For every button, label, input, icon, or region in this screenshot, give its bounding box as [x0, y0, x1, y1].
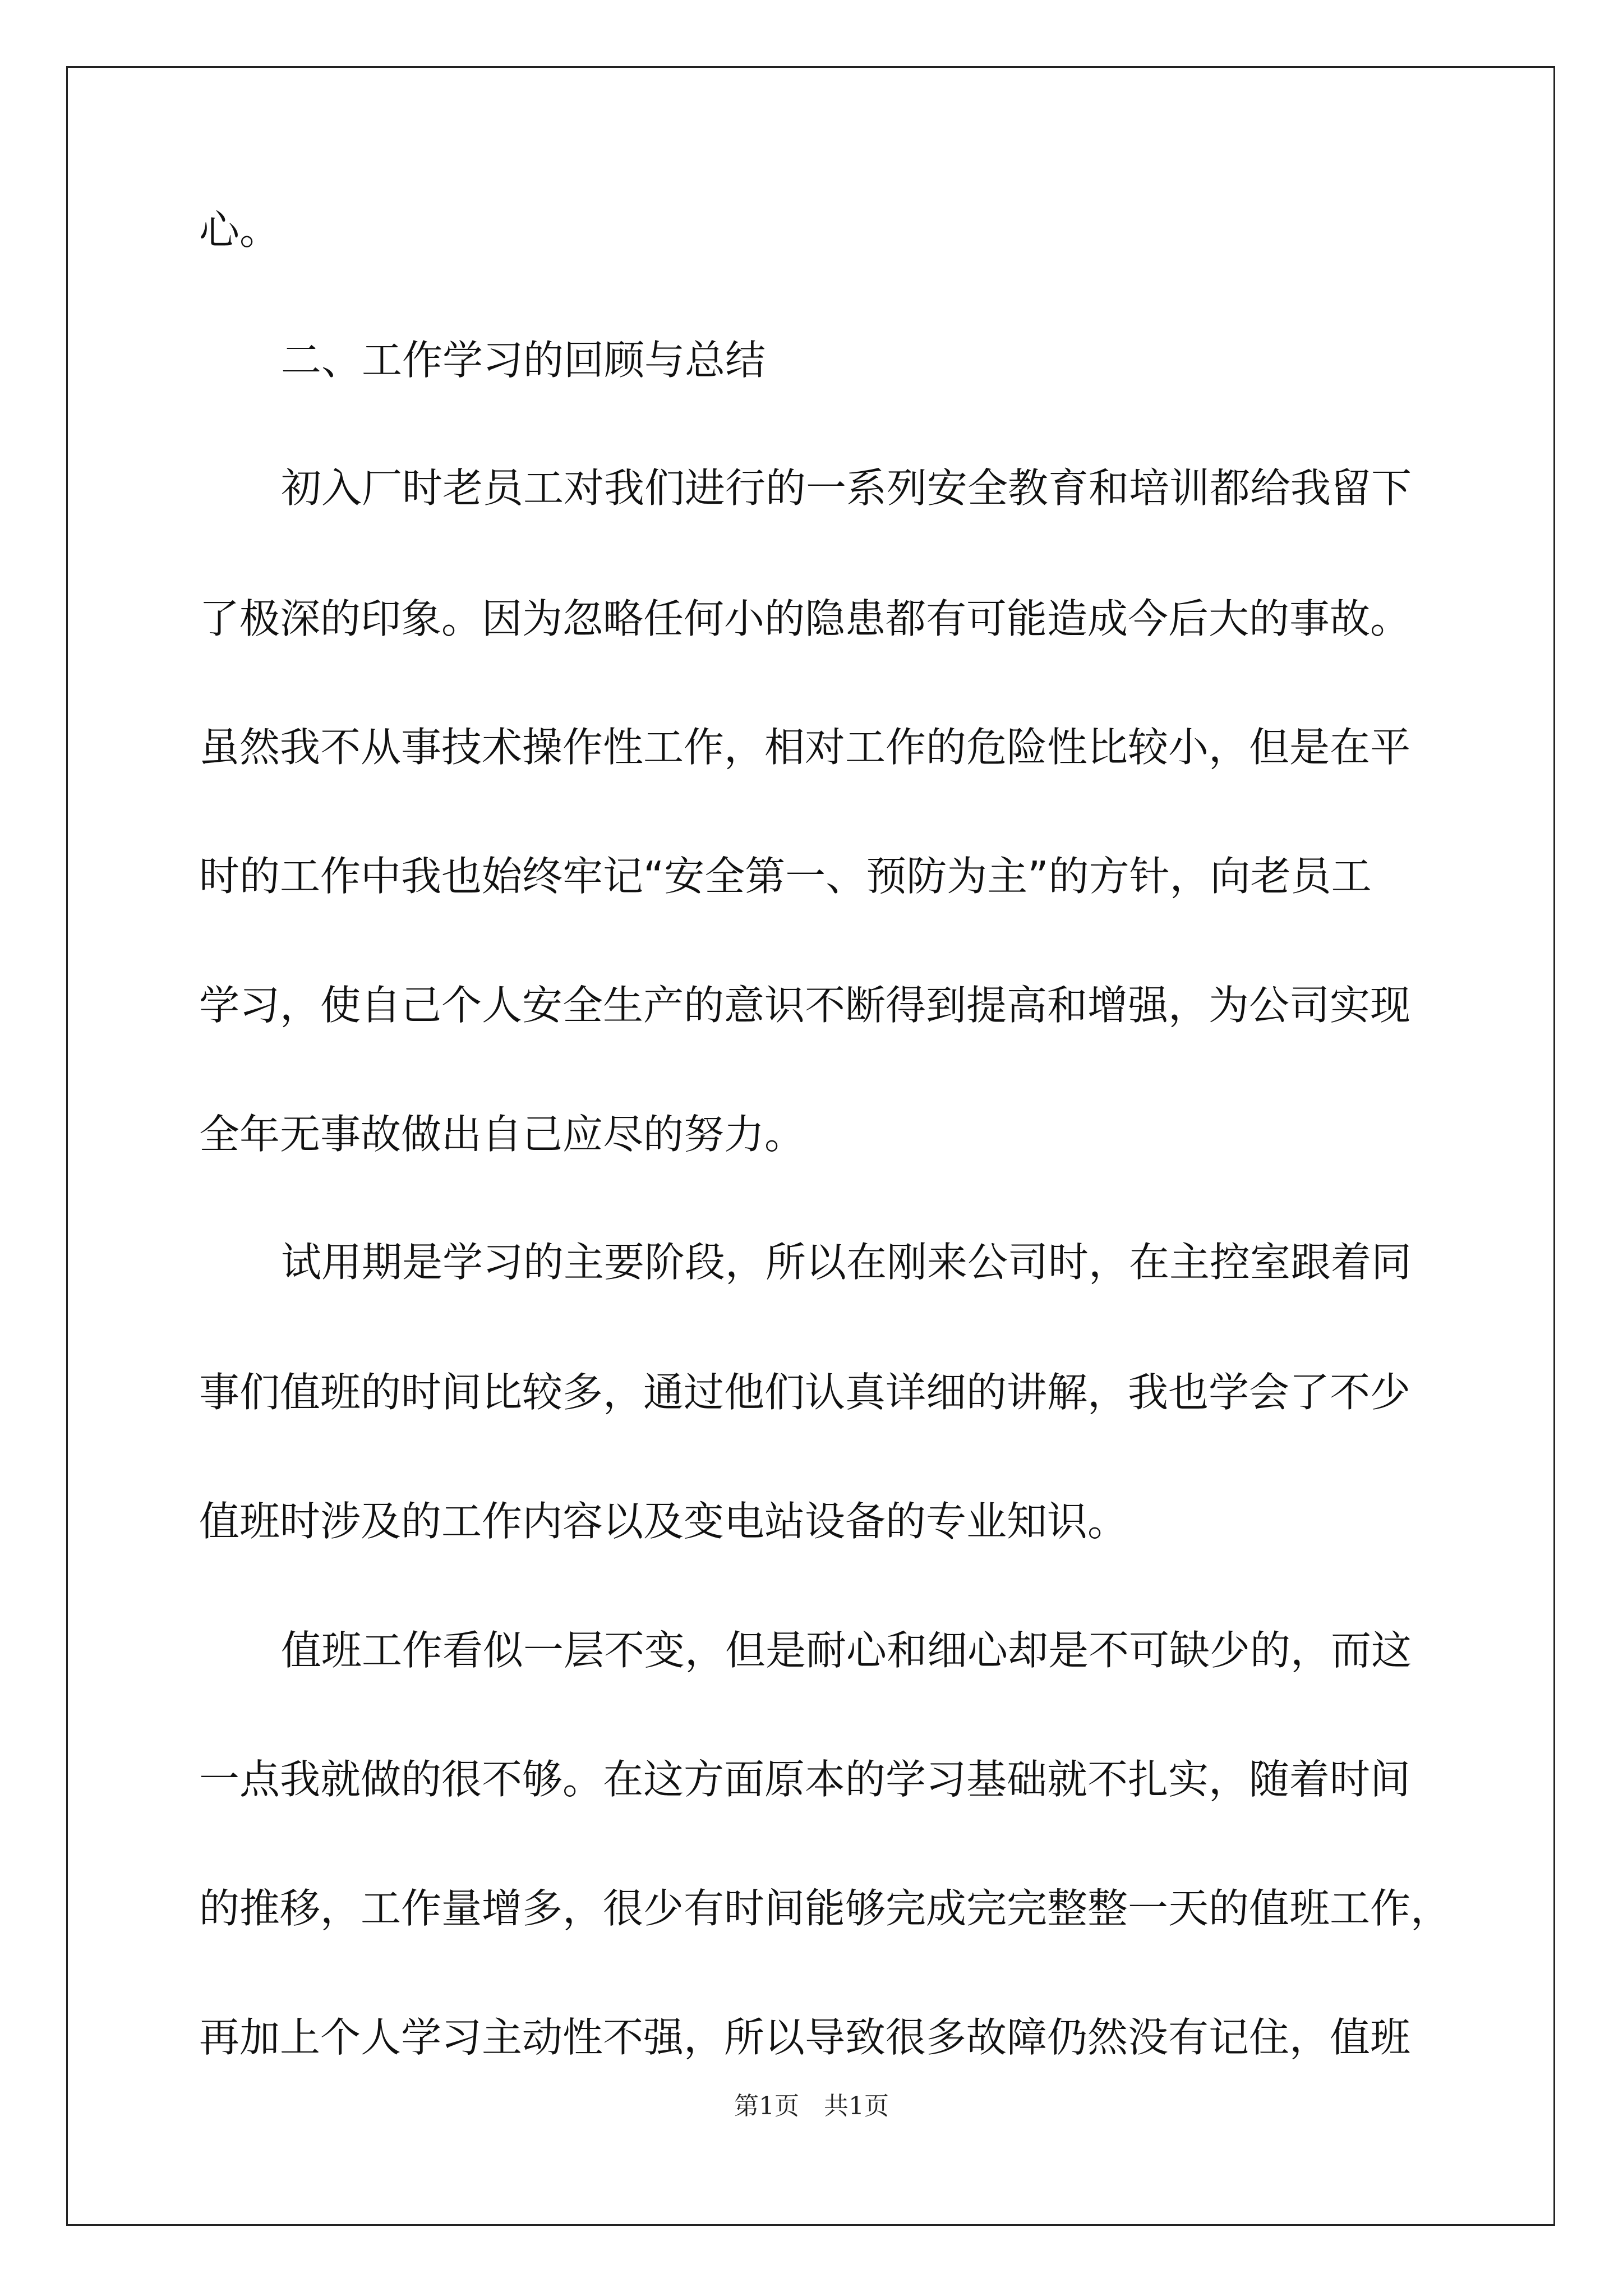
text-line: 一点我就做的很不够。在这方面原本的学习基础就不扎实，随着时间 [199, 1756, 1411, 1803]
text-line: 虽然我不从事技术操作性工作，相对工作的危险性比较小，但是在平 [199, 724, 1411, 771]
text-line: 初入厂时老员工对我们进行的一系列安全教育和培训都给我留下 [281, 464, 1412, 512]
text-line: 学习，使自己个人安全生产的意识不断得到提高和增强，为公司实现 [199, 982, 1411, 1029]
text-line: 时的工作中我也始终牢记“安全第一、预防为主”的方针，向老员工 [199, 853, 1372, 900]
text-line: 心。 [199, 206, 280, 254]
page-footer: 第1页 共1页 [734, 2092, 889, 2120]
text-line: 事们值班的时间比较多，通过他们认真详细的讲解，我也学会了不少 [199, 1369, 1411, 1416]
text-line: 了极深的印象。因为忽略任何小的隐患都有可能造成今后大的事故。 [199, 595, 1411, 642]
text-line: 再加上个人学习主动性不强，所以导致很多故障仍然没有记住，值班 [199, 2014, 1411, 2061]
text-line: 全年无事故做出自己应尽的努力。 [199, 1111, 805, 1158]
text-line: 试用期是学习的主要阶段，所以在刚来公司时，在主控室跟着同 [281, 1239, 1412, 1286]
text-line: 的推移，工作量增多，很少有时间能够完成完完整整一天的值班工作， [199, 1885, 1451, 1932]
text-line: 值班工作看似一层不变，但是耐心和细心却是不可缺少的，而这 [281, 1627, 1412, 1674]
section-heading: 二、工作学习的回顾与总结 [281, 337, 766, 384]
text-line: 值班时涉及的工作内容以及变电站设备的专业知识。 [199, 1498, 1128, 1545]
